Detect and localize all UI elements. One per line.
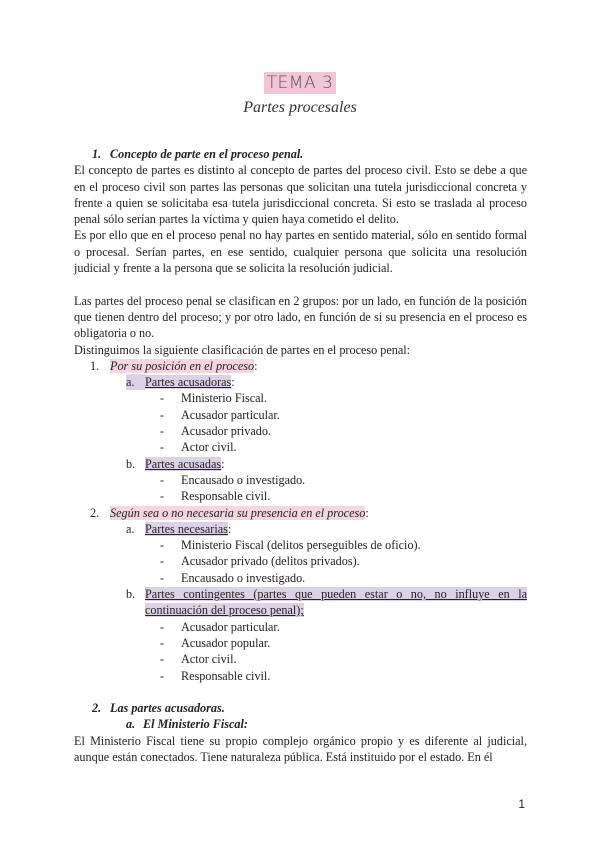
section-1-heading: [92, 146, 527, 162]
subsection-heading: a. El Ministerio Fiscal:: [126, 717, 248, 732]
section-1-number: 1.: [92, 147, 102, 161]
partes-contingentes-label: Partes contingentes (partes que pueden estar o no, no influye en la continuación del proceso penal);: [145, 587, 527, 618]
group-1-label: Por su posición en el proceso: [110, 358, 255, 373]
list-item: - Acusador privado (delitos privados).: [160, 554, 360, 569]
paragraph: Las partes del proceso penal se clasifican en 2 grupos: por un lado, en función de la posición que tienen dentro del proceso; y por otro lado, en función de si su presencia en el proceso es obligatoria o no.: [74, 293, 527, 341]
list-item: - Acusador particular.: [160, 407, 280, 422]
section-2-number: 2.: [92, 701, 102, 716]
list-item: b. Partes contingentes (partes que pueden estar o no, no influye en la continuación del proceso penal);: [126, 587, 527, 618]
list-item: - Actor civil.: [160, 440, 237, 455]
section-2-title: Las partes acusadoras.: [110, 701, 225, 716]
paragraph: El Ministerio Fiscal tiene su propio complejo orgánico propio y es diferente al judicial, aunque están conectados. Tiene naturaleza pública. Está instituido por el estado. En él: [74, 733, 527, 764]
section-1-title: Concepto de parte en el proceso penal.: [110, 147, 304, 161]
list-item: a. Partes acusadoras:: [126, 375, 235, 390]
group-2-label: Según sea o no necesaria su presencia en el proceso: [110, 505, 366, 520]
list-item: - Encausado o investigado.: [160, 472, 306, 487]
page-number: 1: [518, 797, 525, 811]
paragraph: Distinguimos la siguiente clasificación de partes en el proceso penal:: [74, 342, 411, 357]
list-item: - Encausado o investigado.: [160, 570, 306, 585]
title-block: [0, 72, 600, 94]
paragraph: Es por ello que en el proceso penal no hay partes en sentido material, sólo en sentido formal o procesal. Serían partes, en ese sentido, cualquier persona que solicita una resolución judicial y frente a la persona que se solicita la resolución judicial.: [74, 228, 527, 276]
list-item: b. Partes acusadas:: [126, 456, 225, 471]
document-body: [74, 146, 527, 765]
tema-title: TEMA 3: [264, 72, 337, 94]
list-item: 2. Según sea o no necesaria su presencia en el proceso:: [90, 505, 369, 520]
list-item: - Responsable civil.: [160, 668, 271, 683]
list-item: - Acusador privado.: [160, 424, 272, 439]
list-item: - Responsable civil.: [160, 489, 271, 504]
list-item: - Ministerio Fiscal.: [160, 391, 267, 406]
partes-acusadas-label: Partes acusadas: [145, 456, 222, 471]
partes-necesarias-label: Partes necesarias: [145, 521, 228, 536]
list-item: - Actor civil.: [160, 652, 237, 667]
list-item: - Acusador popular.: [160, 635, 271, 650]
paragraph: El concepto de partes es distinto al concepto de partes del proceso civil. Esto se debe a que en el proceso civil son partes las personas que solicitan una tutela jurisdiccional concreta y frente a quien se solicitaba esa tutela jurisdiccional concreta. Si esto se traslada al proceso penal sólo serían partes la víctima y quien haya cometido el delito.: [74, 163, 527, 227]
section-2-heading: [92, 700, 527, 716]
partes-acusadoras-label: Partes acusadoras: [145, 375, 232, 390]
list-item: - Acusador particular.: [160, 619, 280, 634]
list-item: 1. Por su posición en el proceso:: [90, 358, 258, 373]
list-item: a. Partes necesarias:: [126, 521, 232, 536]
subsection-title: El Ministerio Fiscal:: [143, 717, 248, 732]
subtitle: Partes procesales: [243, 99, 357, 116]
list-item: - Ministerio Fiscal (delitos perseguibles de oficio).: [160, 538, 421, 553]
